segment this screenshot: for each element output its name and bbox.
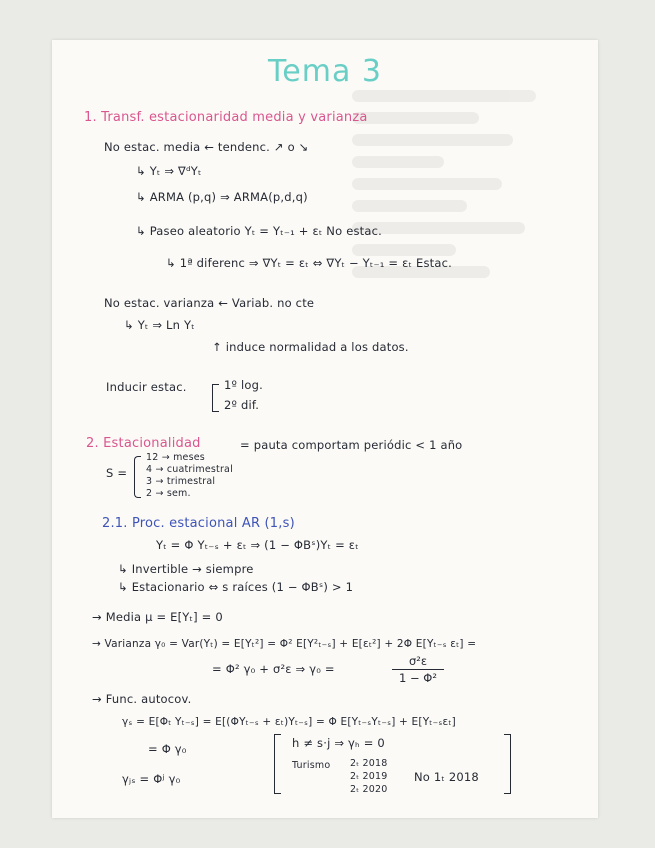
- inducir-step: 1º log.: [224, 378, 263, 392]
- year-item: 2ₜ 2020: [350, 784, 388, 795]
- section-2-heading: 2. Estacionalidad: [86, 436, 201, 451]
- media-heading: No estac. media ← tendenc. ↗ o ↘: [104, 140, 309, 154]
- s-label: S =: [106, 466, 128, 480]
- varianza-heading: No estac. varianza ← Variab. no cte: [104, 296, 315, 310]
- note-line: ↳ Yₜ ⇒ ∇ᵈYₜ: [136, 164, 202, 178]
- box-bracket-left: [274, 734, 281, 794]
- inducir-label: Inducir estac.: [106, 380, 187, 394]
- turismo-label: Turismo: [292, 760, 331, 771]
- section-2-definition: = pauta comportam periódic < 1 año: [240, 438, 463, 452]
- note-line: ↑ induce normalidad a los datos.: [212, 340, 409, 354]
- box-bracket-right: [504, 734, 511, 794]
- autocov-result: = Φ γ₀: [148, 742, 187, 756]
- brace: [134, 456, 141, 498]
- note-line: ↳ ARMA (p,q) ⇒ ARMA(p,d,q): [136, 190, 308, 204]
- s-item: 12 → meses: [146, 452, 205, 463]
- s-item: 2 → sem.: [146, 488, 191, 499]
- no-label: No 1ₜ 2018: [414, 770, 479, 784]
- s-item: 4 → cuatrimestral: [146, 464, 233, 475]
- s-item: 3 → trimestral: [146, 476, 216, 487]
- fraction-denominator: 1 − Φ²: [399, 671, 437, 685]
- page-title: Tema 3: [268, 54, 382, 89]
- note-line: ↳ Estacionario ⇔ s raíces (1 − ΦBˢ) > 1: [118, 580, 354, 594]
- box-condition: h ≠ s·j ⇒ γₕ = 0: [292, 736, 385, 750]
- varianza-line: → Varianza γ₀ = Var(Yₜ) = E[Yₜ²] = Φ² E[Y²ₜ₋ₛ] + E[εₜ²] + 2Φ E[Yₜ₋ₛ εₜ] =: [92, 638, 477, 650]
- varianza-result: = Φ² γ₀ + σ²ε ⇒ γ₀ =: [212, 662, 335, 676]
- fraction-numerator: σ²ε: [408, 654, 428, 668]
- subsection-heading: 2.1. Proc. estacional AR (1,s): [102, 516, 295, 531]
- note-line: ↳ Invertible → siempre: [118, 562, 254, 576]
- autocov-equation: γₛ = E[Φₜ Yₜ₋ₛ] = E[(ΦYₜ₋ₛ + εₜ)Yₜ₋ₛ] = Φ E[Yₜ₋ₛYₜ₋ₛ] + E[Yₜ₋ₛεₜ]: [122, 716, 456, 728]
- func-autocov-heading: → Func. autocov.: [92, 692, 192, 706]
- equation: Yₜ = Φ Yₜ₋ₛ + εₜ ⇒ (1 − ΦBˢ)Yₜ = εₜ: [156, 538, 359, 552]
- year-item: 2ₜ 2018: [350, 758, 388, 769]
- note-line: ↳ Paseo aleatorio Yₜ = Yₜ₋₁ + εₜ No estac.: [136, 224, 383, 238]
- media-line: → Media μ = E[Yₜ] = 0: [92, 610, 223, 624]
- inducir-step: 2º dif.: [224, 398, 260, 412]
- bracket: [212, 384, 219, 412]
- notebook-page: [52, 40, 598, 818]
- year-item: 2ₜ 2019: [350, 771, 388, 782]
- autocov-general: γⱼₛ = Φʲ γ₀: [122, 772, 181, 786]
- section-1-heading: 1. Transf. estacionaridad media y varianza: [84, 110, 368, 125]
- fraction: [392, 654, 444, 685]
- note-line: ↳ Yₜ ⇒ Ln Yₜ: [124, 318, 195, 332]
- note-line: ↳ 1ª diferenc ⇒ ∇Yₜ = εₜ ⇔ ∇Yₜ − Yₜ₋₁ = εₜ Estac.: [166, 256, 452, 270]
